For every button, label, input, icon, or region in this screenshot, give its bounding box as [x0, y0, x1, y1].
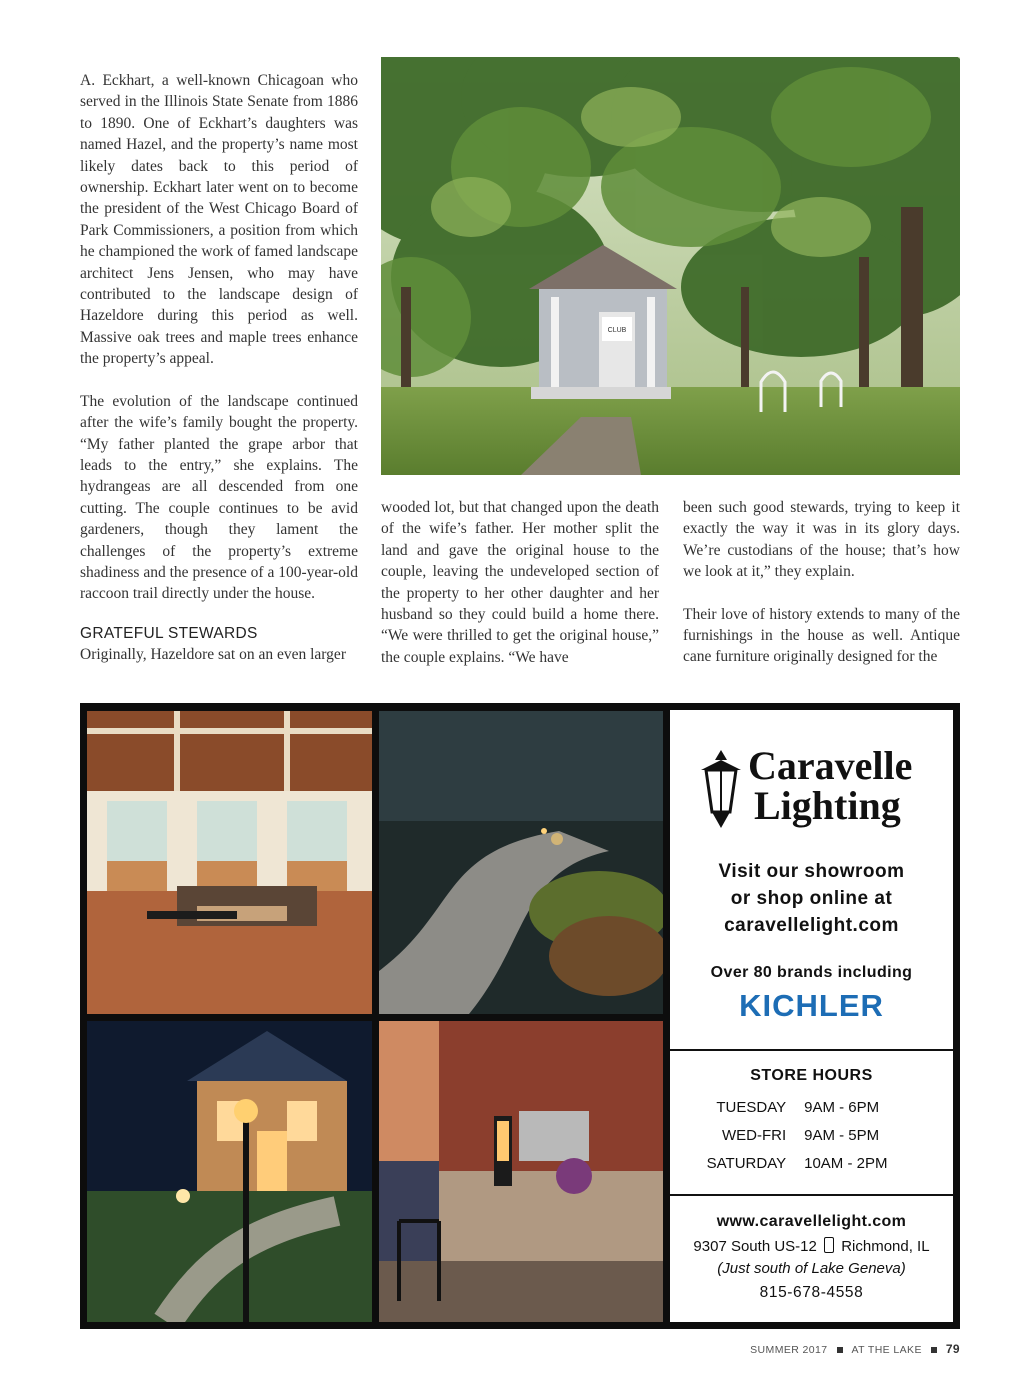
hours-time: 9AM - 6PM [804, 1099, 880, 1116]
article-paragraph: Their love of history extends to many of the furnishings in the house as well. Antique cane furniture originally designed for the [683, 605, 960, 666]
loggia-photo [87, 711, 372, 1014]
separator-square-icon [837, 1347, 843, 1353]
hours-row [670, 1127, 953, 1155]
garden-house-photo [381, 57, 960, 475]
divider [670, 1194, 953, 1196]
tagline-line: Visit our showroom [718, 861, 905, 882]
ad-info-panel [670, 710, 953, 1322]
hours-time: 10AM - 2PM [804, 1155, 888, 1172]
page-number: 79 [945, 1342, 960, 1356]
store-hours-table [670, 1099, 953, 1183]
tagline-website: caravellelight.com [724, 915, 899, 936]
hours-day: TUESDAY [716, 1099, 787, 1116]
article-column-2 [381, 497, 659, 668]
article-paragraph: A. Eckhart, a well-known Chicagoan who served in the Illinois State Senate from 1886 to 1890. One of Eckhart’s daughters was named Hazel, and the property’s name most likely dates back to this period of ownership. Eckhart later went on to become the president of the West Chicago Board of Park Commissioners, a position from which he championed the work of famed landscape architect Jens Jensen, who may have contributed to the landscape design of Hazeldore during this period as well. Massive oak trees and maple trees enhance the property’s appeal. [80, 72, 358, 368]
website-link[interactable]: www.caravellelight.com [716, 1213, 907, 1230]
section-subhead: GRATEFUL STEWARDS [80, 624, 258, 642]
garden-path-photo [379, 711, 663, 1014]
address-street: 9307 South US-12 [693, 1238, 817, 1255]
footer-issue: SUMMER 2017 [750, 1344, 828, 1356]
brand-line-1: Caravelle [748, 743, 913, 788]
article-paragraph: wooded lot, but that changed upon the death of the wife’s father. Her mother split the land and gave the original house to the couple, leaving the undeveloped section of the property to her other daughter and her husband so they could build a home there. “We were thrilled to get the original house,” the couple explains. “We have [381, 499, 659, 666]
hours-day: SATURDAY [706, 1155, 787, 1172]
phone-number: 815-678-4558 [759, 1284, 864, 1301]
hours-row [670, 1099, 953, 1127]
outdoor-kitchen-photo [379, 1021, 663, 1322]
brand-name [748, 743, 938, 828]
location-note: (Just south of Lake Geneva) [717, 1260, 906, 1277]
page-footer [750, 1342, 960, 1356]
separator-square-icon [931, 1347, 937, 1353]
footer-magazine: AT THE LAKE [851, 1344, 922, 1356]
kichler-logo: KICHLER [739, 988, 884, 1023]
article-column-1 [80, 70, 358, 665]
address-city: Richmond, IL [841, 1238, 930, 1255]
club-sign-text: CLUB [607, 327, 627, 334]
lantern-small-icon [824, 1237, 834, 1253]
hours-row [670, 1155, 953, 1183]
store-hours-title: STORE HOURS [750, 1067, 873, 1084]
store-address [670, 1237, 953, 1255]
article-paragraph: The evolution of the landscape continued after the wife’s family bought the property. “My father planted the grape arbor that leads to the entry,” she explains. The hydrangeas are all descended from one cutting. The couple continues to be avid gardeners, though they lament the challenges of the property’s extreme shadiness and the presence of a 100-year-old raccoon trail directly under the house. [80, 392, 358, 603]
brands-line: Over 80 brands including [710, 964, 913, 981]
hours-day: WED-FRI [721, 1127, 787, 1144]
house-at-night-photo [87, 1021, 372, 1322]
divider [670, 1049, 953, 1051]
article-column-3 [683, 497, 960, 668]
article-paragraph: Originally, Hazeldore sat on an even larger [80, 645, 346, 663]
lantern-logo-icon [698, 748, 744, 832]
showroom-tagline [670, 858, 953, 939]
brand-line-2: Lighting [754, 783, 901, 828]
article-paragraph: been such good stewards, trying to keep it exactly the way it was in its glory days. We’re custodians of the house; that’s how we look at it,” they explain. [683, 499, 960, 581]
tagline-line: or shop online at [730, 888, 893, 909]
hours-time: 9AM - 5PM [804, 1127, 880, 1144]
